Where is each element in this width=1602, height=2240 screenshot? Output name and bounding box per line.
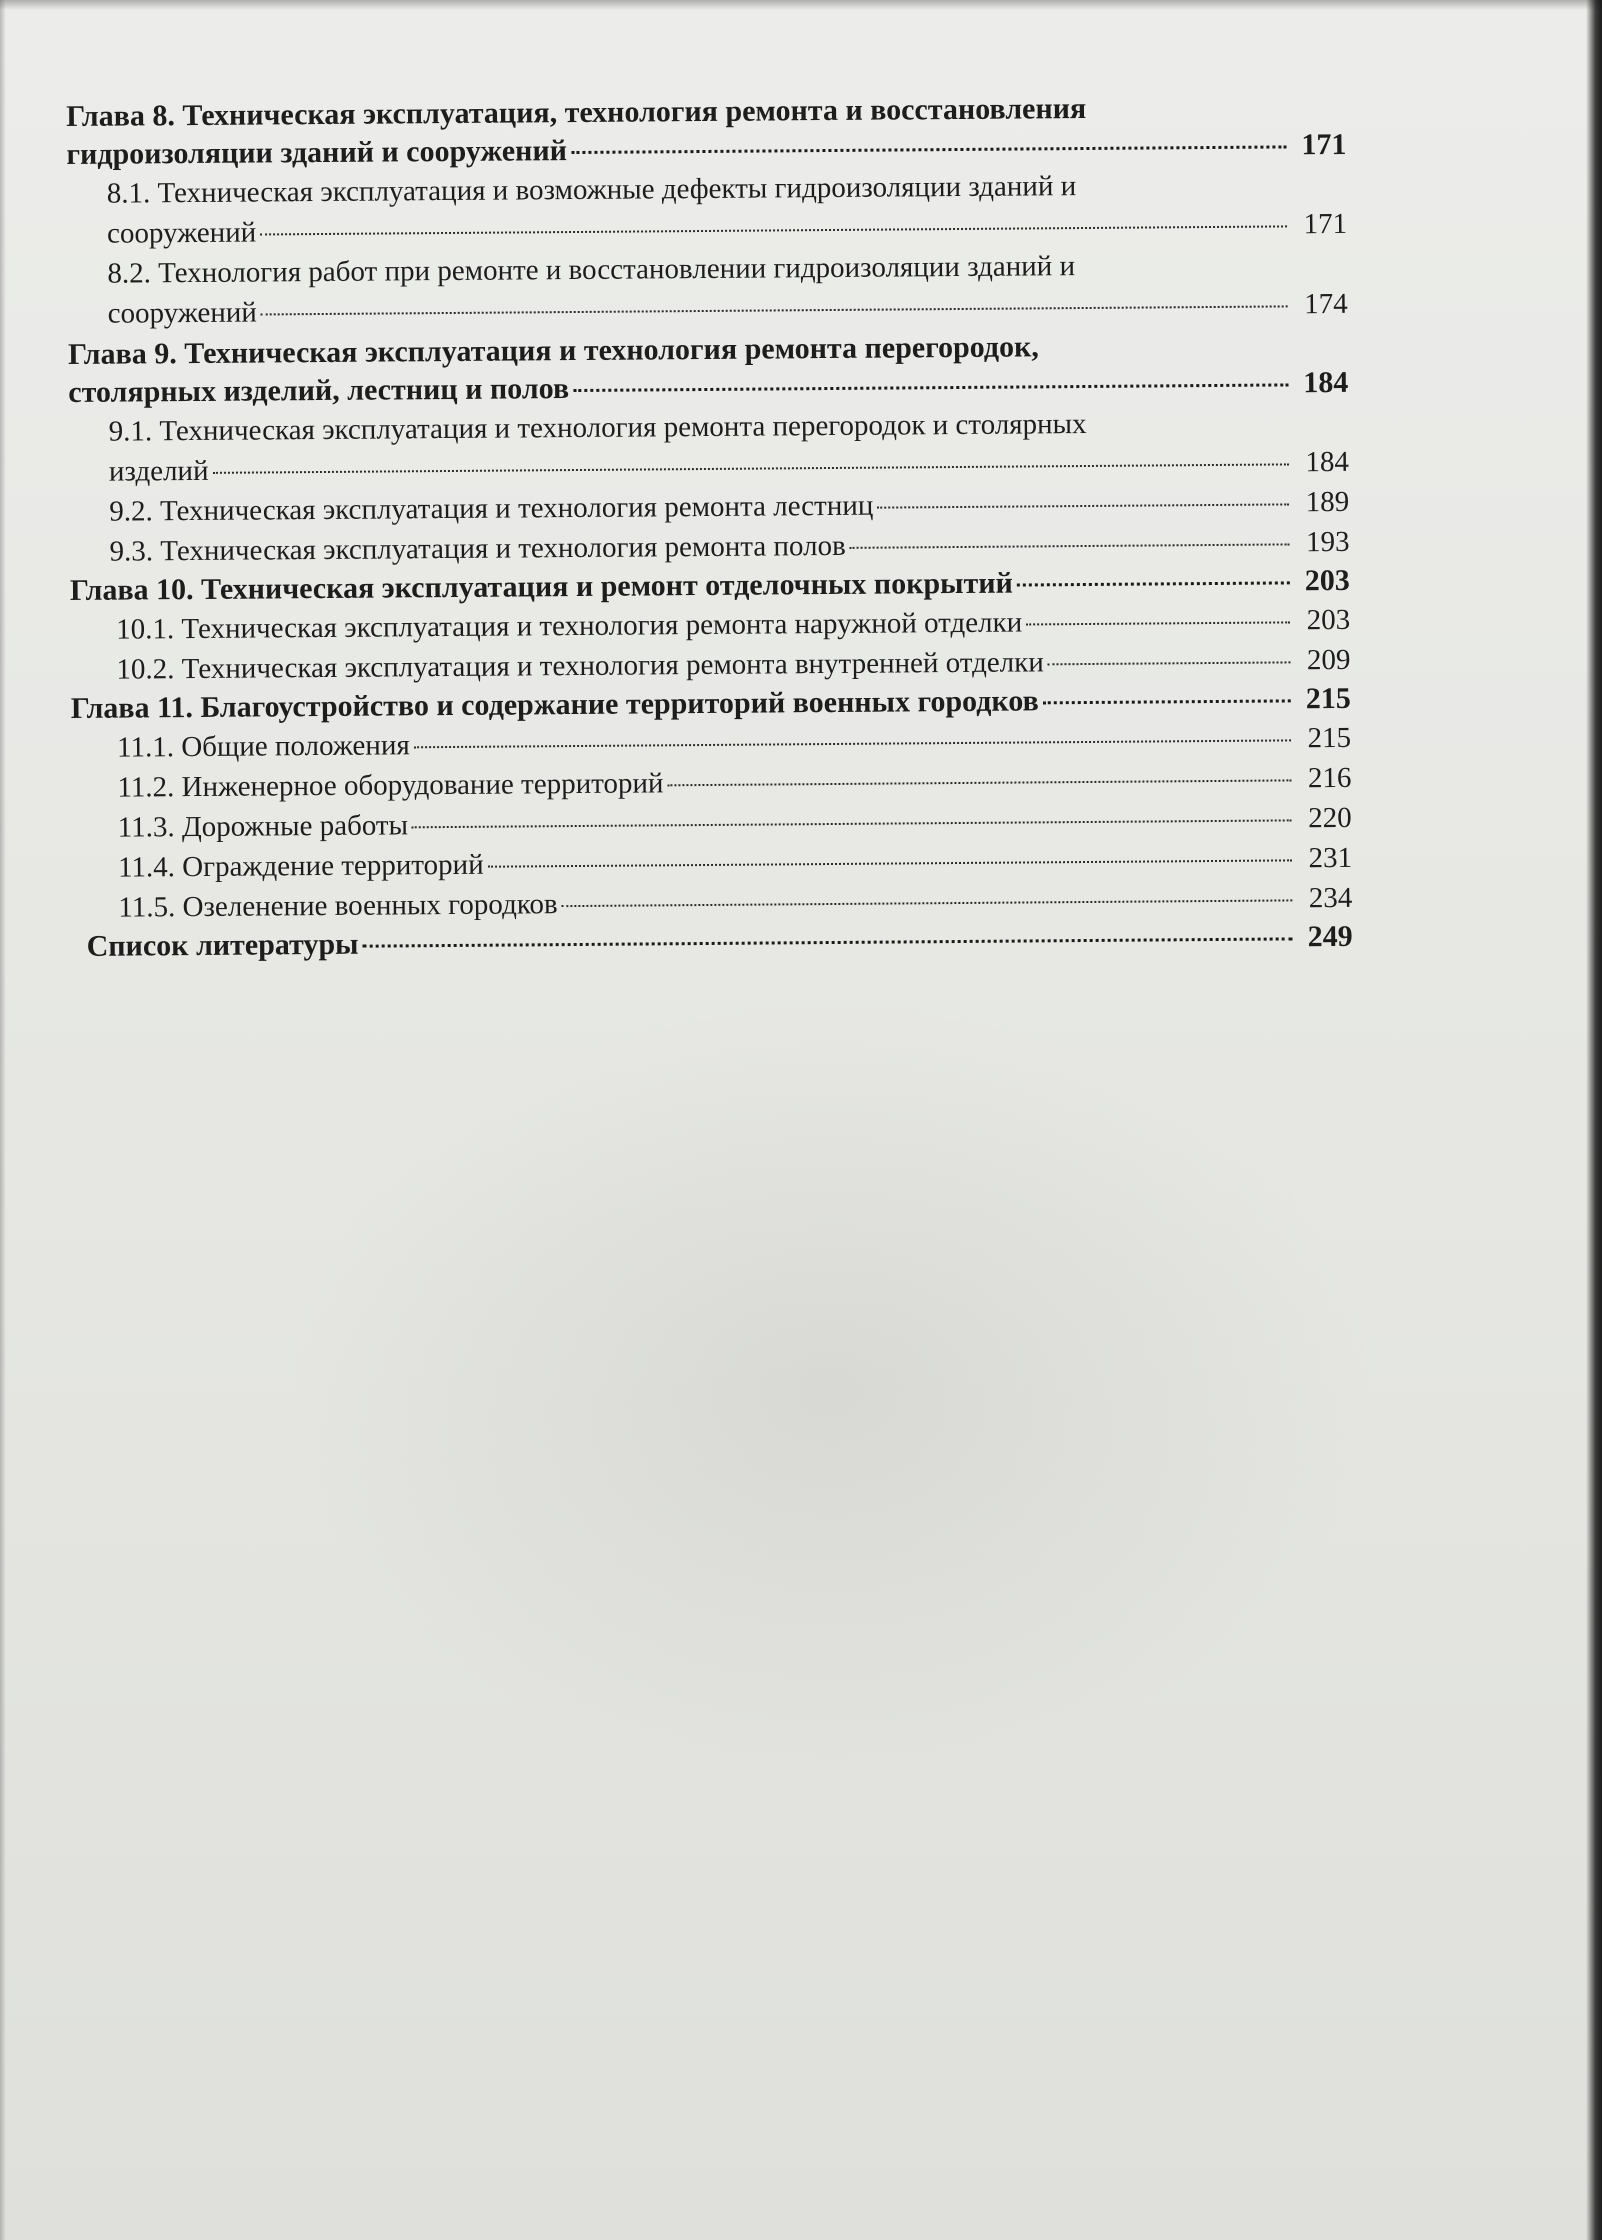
dot-leader	[363, 937, 1293, 947]
section-title: 10.1. Техническая эксплуатация и технология ремонта наружной отделки	[116, 606, 1023, 646]
table-of-contents	[66, 88, 1353, 966]
section-title-line1: 8.1. Техническая эксплуатация и возможные дефекты гидроизоляции зданий и	[106, 170, 1077, 210]
toc-chapter-9[interactable]	[68, 326, 1349, 412]
dot-leader	[260, 225, 1287, 235]
page-number: 203	[1304, 563, 1350, 598]
page-number: 174	[1304, 287, 1348, 321]
section-title: 11.5. Озеленение военных городков	[118, 888, 558, 924]
page-number: 220	[1308, 801, 1352, 835]
section-title-line1: 9.1. Техническая эксплуатация и технология ремонта перегородок и столярных	[108, 407, 1087, 448]
section-title-line1: 8.2. Технология работ при ремонте и восстановлении гидроизоляции зданий и	[107, 250, 1076, 290]
dot-leader	[213, 463, 1289, 473]
page-number: 209	[1306, 643, 1351, 677]
page-number: 203	[1306, 603, 1351, 637]
page-number: 215	[1305, 681, 1351, 716]
page-number: 184	[1305, 445, 1350, 479]
section-title: 10.2. Техническая эксплуатация и технология ремонта внутренней отделки	[116, 646, 1044, 686]
dot-leader	[1026, 621, 1290, 625]
page-number: 189	[1305, 485, 1350, 519]
page-number: 231	[1308, 841, 1353, 875]
dot-leader	[877, 503, 1289, 508]
page-number: 171	[1301, 127, 1347, 162]
dot-leader	[573, 383, 1288, 392]
page-right-edge	[1586, 0, 1602, 2240]
section-title: 9.3. Техническая эксплуатация и технология ремонта полов	[109, 529, 846, 568]
page-number: 184	[1303, 365, 1349, 400]
dot-leader	[668, 779, 1292, 786]
section-title-line2: сооружений	[106, 216, 257, 250]
section-title: 11.1. Общие положения	[116, 729, 410, 764]
dot-leader	[850, 543, 1290, 548]
section-title: 9.2. Техническая эксплуатация и технология ремонта лестниц	[109, 489, 874, 528]
dot-leader	[412, 819, 1292, 828]
dot-leader	[1017, 581, 1290, 586]
toc-section-8-2[interactable]	[67, 244, 1348, 334]
chapter-title: Глава 10. Техническая эксплуатация и ремонт отделочных покрытий	[69, 566, 1013, 607]
section-title: 11.3. Дорожные работы	[117, 809, 409, 844]
show-through-shadow	[280, 1000, 1380, 1780]
dot-leader	[562, 899, 1293, 907]
page-left-shadow	[0, 0, 6, 2240]
chapter-title-line1: Глава 8. Техническая эксплуатация, технология ремонта и восстановления	[66, 91, 1087, 133]
references-title: Список литературы	[86, 927, 359, 963]
page-top-shadow	[0, 0, 1602, 10]
dot-leader	[571, 145, 1286, 154]
page-number: 215	[1307, 721, 1352, 755]
dot-leader	[1043, 699, 1291, 704]
chapter-title-line2: столярных изделий, лестниц и полов	[68, 372, 570, 409]
page-number: 249	[1307, 919, 1353, 954]
chapter-title: Глава 11. Благоустройство и содержание территорий военных городков	[70, 684, 1039, 725]
dot-leader	[261, 305, 1288, 315]
page-number: 216	[1307, 761, 1352, 795]
chapter-title-line1: Глава 9. Техническая эксплуатация и технология ремонта перегородок,	[67, 330, 1039, 371]
section-title-line2: изделий	[108, 454, 209, 488]
dot-leader	[1048, 661, 1291, 665]
toc-section-9-1[interactable]	[68, 402, 1349, 492]
page-number: 234	[1308, 881, 1353, 915]
page-number: 171	[1303, 207, 1348, 241]
section-title: 11.4. Ограждение территорий	[117, 848, 484, 884]
toc-chapter-8[interactable]	[66, 88, 1347, 174]
dot-leader	[488, 859, 1292, 867]
toc-section-8-1[interactable]	[67, 164, 1348, 254]
section-title: 11.2. Инженерное оборудование территорий	[117, 767, 664, 804]
section-title-line2: сооружений	[107, 296, 258, 330]
page-number: 193	[1305, 525, 1350, 559]
chapter-title-line2: гидроизоляции зданий и сооружений	[66, 134, 568, 171]
dot-leader	[414, 739, 1291, 748]
